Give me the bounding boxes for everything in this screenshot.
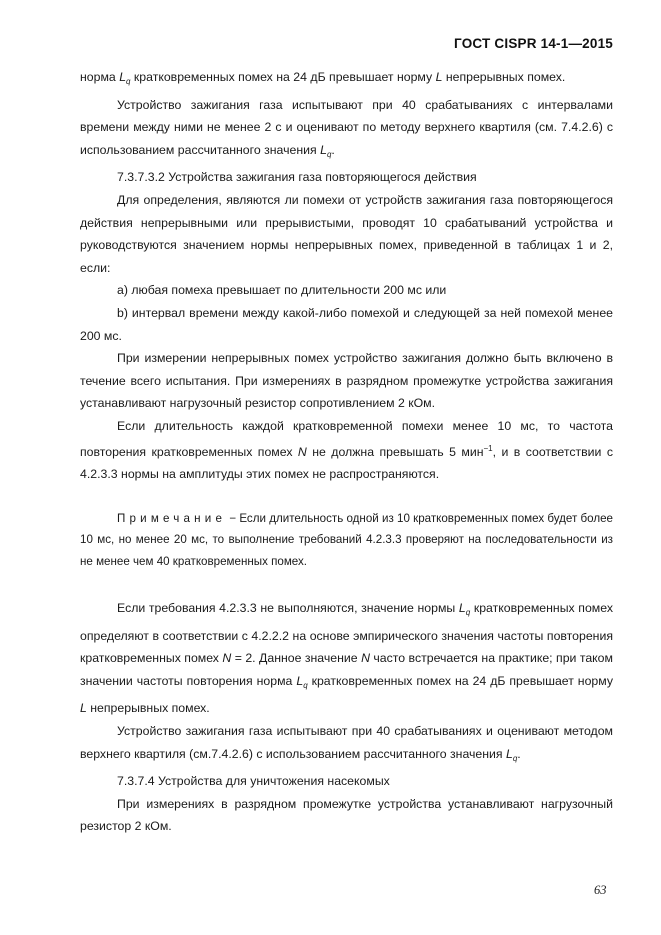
list-item-a: а) любая помеха превышает по длительности 200 мс или <box>117 283 447 298</box>
text-run: часто встречается на практике; при таком значении частоты повторения норма <box>80 651 613 688</box>
symbol-subscript: q <box>126 77 131 86</box>
symbol-l: L <box>320 142 327 157</box>
text-run: Устройство зажигания газа испытывают при 40 срабатываниях и оценивают методом верхнего квартиля (см.7.4.2.6) с использованием рассчитанного значения <box>80 724 613 761</box>
note-block <box>80 508 613 573</box>
superscript-exponent: −1 <box>483 443 493 453</box>
text-run: не должна превышать 5 мин <box>306 444 484 459</box>
text-run: кратковременных помех на 24 дБ превышает норму <box>307 673 614 688</box>
paragraph-limit-determination <box>80 597 613 720</box>
note-label: Примечание <box>117 511 227 525</box>
text-run: Если длительность каждой кратковременной помехи менее 10 мс, то частота повторения кратковременных помех <box>80 418 613 459</box>
symbol-l: L <box>506 746 513 761</box>
paragraph-short-duration <box>80 415 613 486</box>
paragraph-test-procedure <box>80 94 613 167</box>
note-text: − Если длительность одной из 10 кратковременных помех будет более 10 мс, но менее 20 мс, то выполнение требований 4.2.3.3 проверяют на последовательности из не менее чем 40 кратковременных помех. <box>80 511 613 569</box>
text-run: норма <box>80 70 120 84</box>
symbol-l: L <box>435 70 443 84</box>
text-run: кратковременных помех определяют в соответствии с 4.2.2.2 на основе эмпирического значения частоты повторения кратковременных помех <box>80 601 613 666</box>
paragraph-insect-devices: При измерениях в разрядном промежутке устройства устанавливают нагрузочный резистор 2 кОм. <box>80 796 613 834</box>
text-run: = 2. Данное значение <box>231 651 362 666</box>
symbol-subscript: q <box>326 149 332 159</box>
text-run: . <box>517 746 521 761</box>
symbol-subscript: q <box>512 753 518 763</box>
text-run: Если требования 4.2.3.3 не выполняются, значение нормы <box>117 601 459 616</box>
text-run: , и в соответствии с 4.2.3.3 нормы на амплитуды этих помех не распространяются. <box>80 444 613 482</box>
paragraph-continuous-measurement: При измерении непрерывных помех устройство зажигания должно быть включено в течение всего испытания. При измерениях в разрядном промежутке устройства зажигания устанавливают нагрузочный резистор сопротивлением 2 кОм. <box>80 351 613 411</box>
symbol-n: N <box>297 444 307 459</box>
text-run: непрерывных помех. <box>442 70 566 84</box>
symbol-n: N <box>222 651 232 666</box>
paragraph-definition: Для определения, являются ли помехи от устройств зажигания газа повторяющегося действия непрерывными или прерывистыми, проводят 10 срабатываний устройства и руководствуются значением нормы непрерывных помех, приведенной в таблицах 1 и 2, если: <box>80 192 613 275</box>
text-run: непрерывных помех. <box>86 701 210 716</box>
paragraph-limit-note <box>80 66 613 94</box>
page-number: 63 <box>594 883 607 897</box>
paragraph-quartile-method <box>80 720 613 770</box>
symbol-l: L <box>119 70 127 84</box>
page-body <box>80 66 613 838</box>
list-item-b: b) интервал времени между какой-либо помехой и следующей за ней помехой менее 200 мс. <box>80 305 613 343</box>
section-heading-7-3-7-4: 7.3.7.4 Устройства для уничтожения насекомых <box>117 774 390 789</box>
text-run: кратковременных помех на 24 дБ превышает норму <box>130 70 436 84</box>
symbol-n: N <box>361 651 370 666</box>
symbol-subscript: q <box>303 680 308 690</box>
symbol-l: L <box>296 673 304 688</box>
section-heading-7-3-7-3-2: 7.3.7.3.2 Устройства зажигания газа повторяющегося действия <box>117 170 477 185</box>
text-run: . <box>331 142 335 157</box>
symbol-subscript: q <box>465 608 471 618</box>
text-run: Устройство зажигания газа испытывают при 40 срабатываниях с интервалами времени между ними не менее 2 с и оценивают по методу верхнего квартиля (см. 7.4.2.6) с использованием рассчитанного значения <box>80 97 613 157</box>
symbol-l: L <box>80 701 87 716</box>
symbol-l: L <box>458 601 466 616</box>
standard-header: ГОСТ CISPR 14-1—2015 <box>454 36 613 51</box>
